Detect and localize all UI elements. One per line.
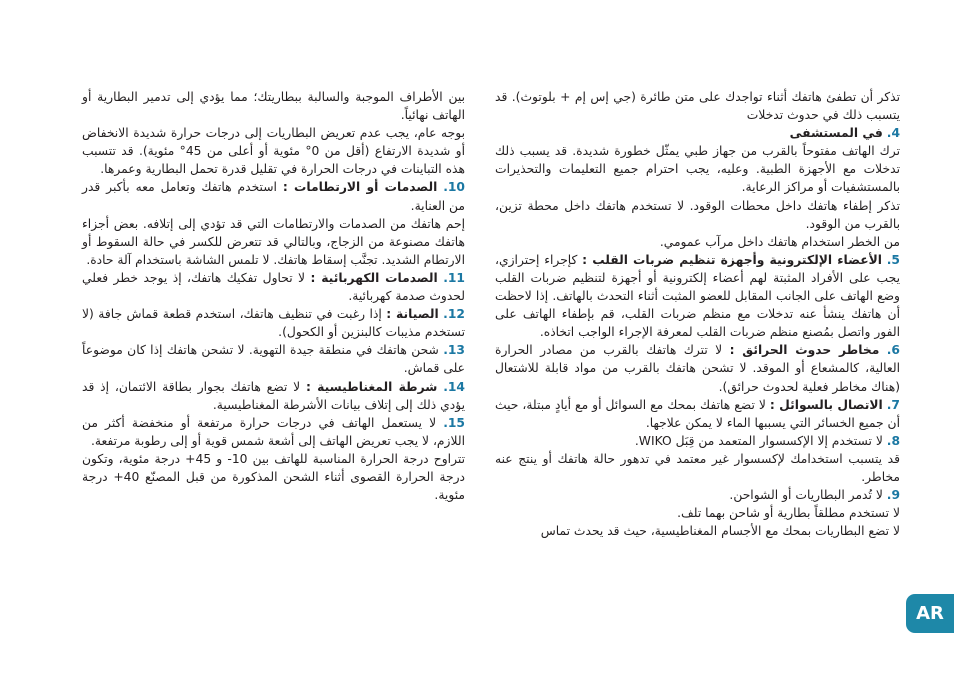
section-13-title: شحن هاتفك في منطقة جيدة التهوية. لا تشحن هاتفك إذا كان موضوعاً على قماش. [82, 343, 465, 376]
right-column [495, 88, 900, 540]
section-14-title: شرطة المغناطيسية : [306, 379, 438, 394]
paragraph-battery-continued: بين الأطراف الموجبة والسالبة ببطاريتك؛ مما يؤدي إلى تدمير البطارية أو الهاتف نهائياً. [82, 90, 465, 123]
section-13 [82, 341, 465, 377]
section-7-title: الاتصال بالسوائل : [769, 397, 883, 412]
section-12-title: الصيانة : [386, 307, 439, 322]
section-5-number: 5. [886, 252, 900, 267]
language-badge: AR [906, 594, 954, 633]
section-4-body-2: تذكر إطفاء هاتفك داخل محطات الوقود. لا تستخدم هاتفك داخل محطة تزين، بالقرب من الوقود. [495, 198, 900, 231]
section-9-heading [495, 486, 900, 504]
section-14 [82, 378, 465, 414]
section-12 [82, 305, 465, 341]
section-9-number: 9. [886, 488, 900, 503]
section-9-body: لا تستخدم مطلقاً بطارية أو شاحن بهما تلف. [677, 506, 900, 521]
section-10-body-2: إحم هاتفك من الصدمات والارتطامات التي قد تؤدي إلى إتلافه. بعض أجزاء هاتفك مصنوعة من الزجاج، وبالتالي قد تتعرض للكسر في حالة السقوط أو الارتطام الشديد. تجنَّب إسقاط هاتفك. لا تلمس الشاشة باستخدام آلة حادة. [82, 216, 465, 267]
section-4-body-3: من الخطر استخدام هاتفك داخل مرآب عمومي. [659, 234, 900, 249]
left-column [82, 88, 465, 504]
section-13-number: 13. [443, 343, 465, 358]
section-6-title: مخاطر حدوث الحرائق : [729, 343, 880, 358]
section-6 [495, 341, 900, 395]
section-10-title: الصدمات أو الارتطامات : [282, 180, 438, 195]
section-7-body: لا تضع هاتفك بمحك مع السوائل أو مع أيادٍ مبتلة، حيث أن جميع الخسائر التي يسببها الماء لا يمكن علاجها. [495, 397, 900, 430]
section-6-number: 6. [886, 343, 900, 358]
section-5-title: الأعضاء الإلكترونية وأجهزة تنظيم ضربات القلب : [582, 252, 882, 267]
section-8-number: 8. [886, 433, 900, 448]
paragraph-battery-temperature: بوجه عام، يجب عدم تعريض البطاريات إلى درجات حرارة شديدة الانخفاض أو شديدة الارتفاع (أقل من 0° مئوية أو أعلى من 45° مئوية). قد تتسبب هذه التباينات في درجات الحرارة في تقليل قدرة تحمل البطارية وعمرها. [82, 126, 465, 177]
section-10 [82, 178, 465, 214]
section-11 [82, 269, 465, 305]
section-7 [495, 396, 900, 432]
section-4-body: ترك الهاتف مفتوحاً بالقرب من جهاز طبي يمثّل خطورة شديدة. قد يسبب ذلك تدخلات مع الأجهزة الطبية. وعليه، يجب احترام جميع التعليمات والتحذيرات بالمستشفيات أو مراكز الرعاية. [495, 144, 900, 195]
section-11-number: 11. [443, 270, 465, 285]
section-11-body: لا تحاول تفكيك هاتفك، إذ يوجد خطر فعلي لحدوث صدمة كهربائية. [82, 270, 465, 304]
section-4-heading [495, 124, 900, 142]
section-7-number: 7. [886, 397, 900, 412]
section-10-body: استخدم هاتفك وتعامل معه بأكبر قدر من العناية. [82, 180, 465, 213]
section-15-number: 15. [443, 415, 465, 430]
section-14-body: لا تضع هاتفك بجوار بطاقة الائتمان، إذ قد يؤدي ذلك إلى إتلاف بيانات الأشرطة المغناطيسية. [82, 379, 465, 412]
section-5 [495, 251, 900, 341]
paragraph-airplane: تذكر أن تطفئ هاتفك أثناء تواجدك على متن طائرة (جي إس إم + بلوتوث). قد يتسبب ذلك في حدوث تدخلات [495, 90, 900, 123]
section-6-body: لا تترك هاتفك بالقرب من مصادر الحرارة العالية، كالمشعاع أو الموقد. لا تشحن هاتفك بالقرب من مواد قابلة للاشتعال (هناك مخاطر فعلية لحدوث حرائق). [495, 343, 900, 394]
section-5-body: كإجراء إحترازي، يجب على الأفراد المثبتة لهم أعضاء إلكترونية أو أجهزة لتنظيم ضربات القلب وضع الهاتف على الجانب المقابل للعضو المثبت أثناء التحدث بالهاتف. إذا لاحظت أن هاتفك ينشأ عنه تدخلات مع منظم ضربات القلب، قم بإطفاء الهاتف على الفور واتصل بمُصنع منظم ضربات القلب لمعرفة الإجراء الواجب اتخاذه. [495, 252, 900, 340]
section-11-title: الصدمات الكهربائية : [310, 270, 438, 285]
section-4-number: 4. [886, 126, 900, 141]
section-8-body: قد يتسبب استخدامك لإكسسوار غير معتمد في تدهور حالة هاتفك أو ينتج عنه مخاطر. [495, 451, 900, 484]
section-15 [82, 414, 465, 450]
section-10-number: 10. [443, 180, 465, 195]
section-8-title: لا تستخدم إلا الإكسسوار المتعمد من قِبَل WIKO. [634, 433, 883, 448]
section-14-number: 14. [443, 379, 465, 394]
section-15-body: تتراوح درجة الحرارة المناسبة للهاتف بين 10- و 45+ درجة مئوية، وتكون درجة الحرارة القصوى أثناء الشحن المذكورة من قبل المصنّع 40+ درجة مئوية. [82, 451, 466, 503]
section-4-title: في المستشفى [789, 126, 883, 141]
section-9-title: لا تُدمر البطاريات أو الشواحن. [729, 488, 883, 503]
section-9-body-2: لا تضع البطاريات بمحك مع الأجسام المغناطيسية، حيث قد يحدث تماس [540, 524, 900, 539]
section-15-title: لا يستعمل الهاتف في درجات حرارة مرتفعة أو منخفضة أكثر من اللازم، لا يجب تعريض الهاتف إلى أشعة شمس قوية أو إلى رطوبة مرتفعة. [82, 415, 465, 448]
section-8-heading [495, 432, 900, 450]
section-12-body: إذا رغبت في تنظيف هاتفك، استخدم قطعة قماش جافة (لا تستخدم مذيبات كالبنزين أو الكحول). [82, 307, 465, 340]
section-12-number: 12. [443, 307, 465, 322]
